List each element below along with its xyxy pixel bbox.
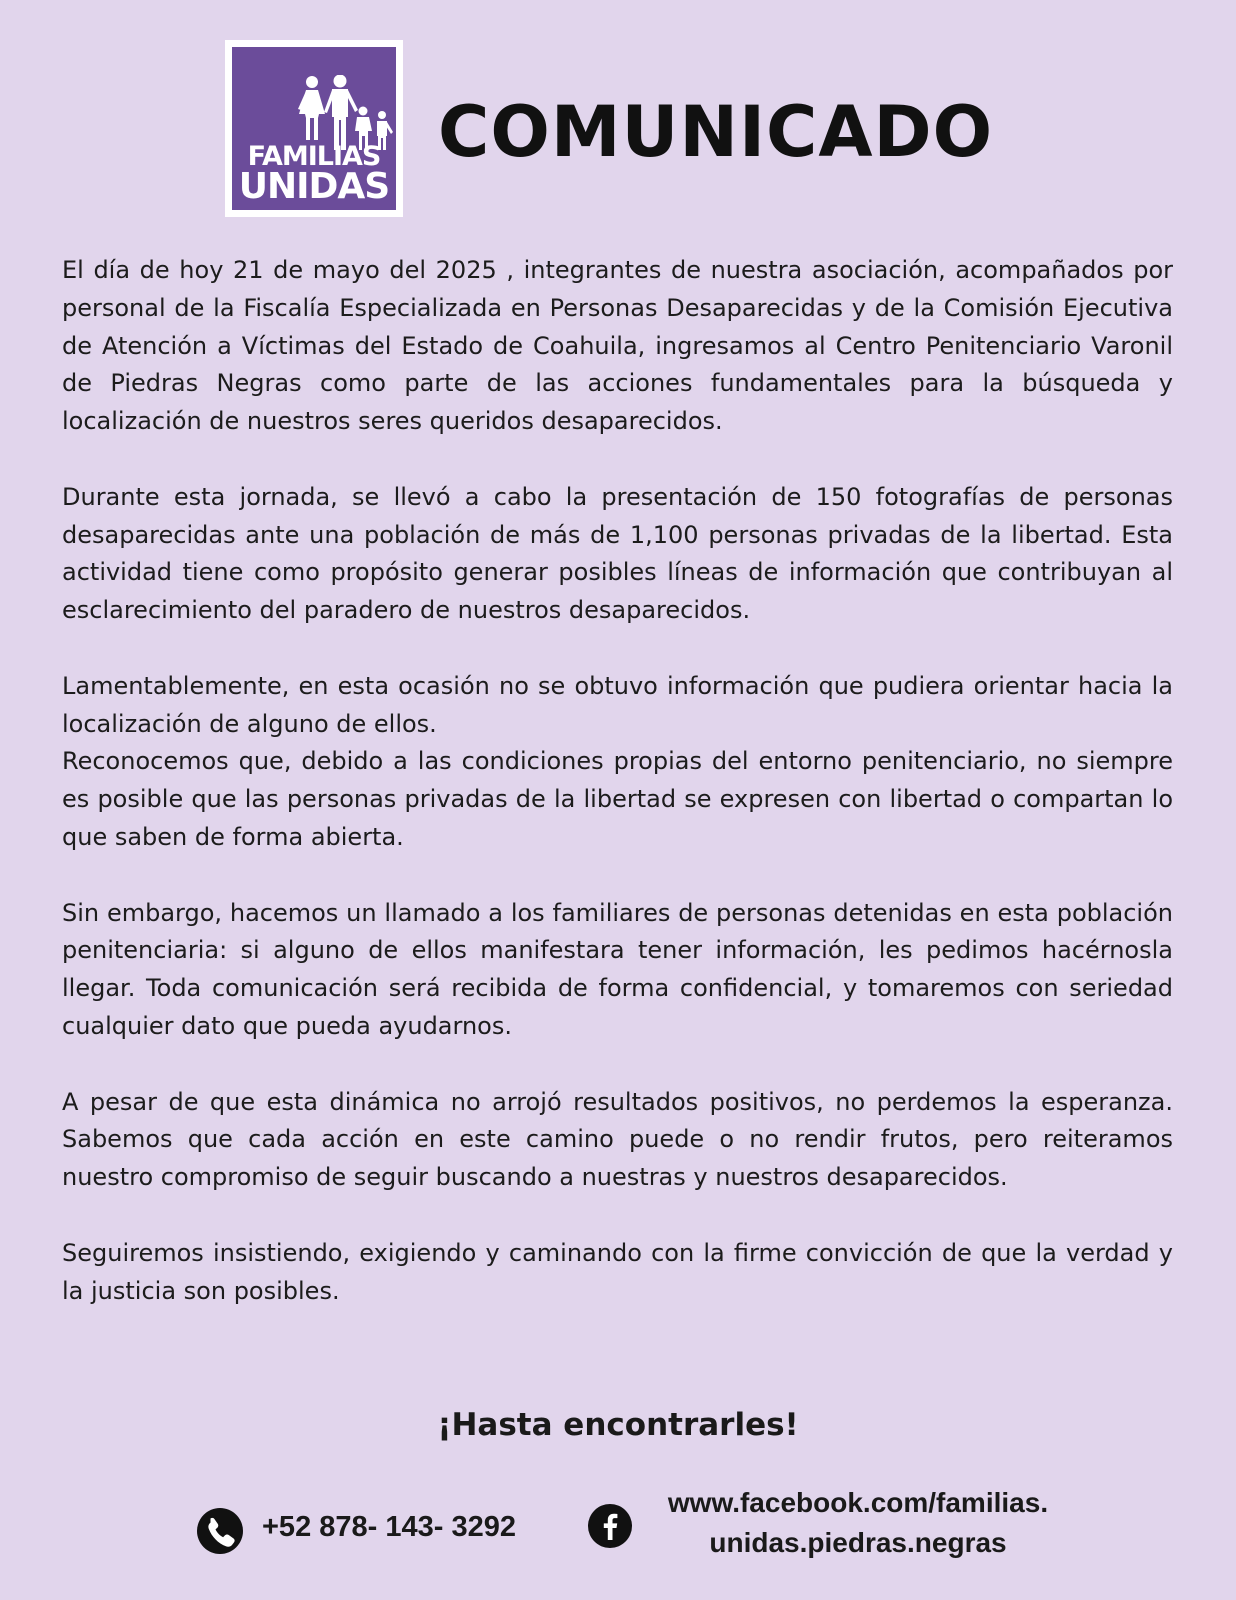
facebook-icon [587,1503,633,1549]
communique-body [62,252,1173,1310]
paragraph-6: A pesar de que esta dinámica no arrojó resultados positivos, no perdemos la esperanza. Sabemos que cada acción en este camino puede o no rendir frutos, pero reiteramos nuestro compromiso de seguir buscando a nuestras y nuestros desaparecidos. [62,1087,1173,1192]
facebook-link[interactable] [648,1483,1068,1563]
paragraph-5: Sin embargo, hacemos un llamado a los familiares de personas detenidas en esta población penitenciaria: si alguno de ellos manifestara tener información, les pedimos hacérnosla llegar. Toda comunicación será recibida de forma confidencial, y tomaremos con seriedad cualquier dato que pueda ayudarnos. [62,898,1173,1040]
logo-background [232,47,396,210]
facebook-link-line1[interactable]: www.facebook.com/familias. [667,1487,1049,1518]
phone-icon [196,1507,244,1555]
closing-slogan: ¡Hasta encontrarles! [437,1407,799,1443]
familias-unidas-logo [225,40,403,217]
paragraph-7: Seguiremos insistiendo, exigiendo y caminando con la firme convicción de que la verdad y la justicia son posibles. [62,1238,1173,1305]
paragraph-2: Durante esta jornada, se llevó a cabo la presentación de 150 fotografías de personas desaparecidas ante una población de más de 1,100 personas privadas de la libertad. Esta actividad tiene como propósito generar posibles líneas de información que contribuyan al esclarecimiento del paradero de nuestros desaparecidos. [62,482,1173,625]
page-title: COMUNICADO [438,91,994,173]
paragraph-4: Reconocemos que, debido a las condiciones propias del entorno penitenciario, no siempre es posible que las personas privadas de la libertad se expresen con libertad o compartan lo que saben de forma abierta. [62,747,1173,851]
facebook-link-line2[interactable]: unidas.piedras.negras [709,1527,1007,1558]
paragraph-3: Lamentablemente, en esta ocasión no se obtuvo información que pudiera orientar hacia la localización de alguno de ellos. [62,671,1173,738]
family-icon [298,75,396,150]
logo-text-familias: FAMILIAS [247,141,381,172]
logo-text-unidas: UNIDAS [238,166,390,207]
phone-number: +52 878- 143- 3292 [262,1511,516,1543]
paragraph-1: El día de hoy 21 de mayo del 2025 , integrantes de nuestra asociación, acompañados por personal de la Fiscalía Especializada en Personas Desaparecidas y de la Comisión Ejecutiva de Atención a Víctimas del Estado de Coahuila, ingresamos al Centro Penitenciario Varonil de Piedras Negras como parte de las acciones fundamentales para la búsqueda y localización de nuestros seres queridos desaparecidos. [62,256,1173,436]
